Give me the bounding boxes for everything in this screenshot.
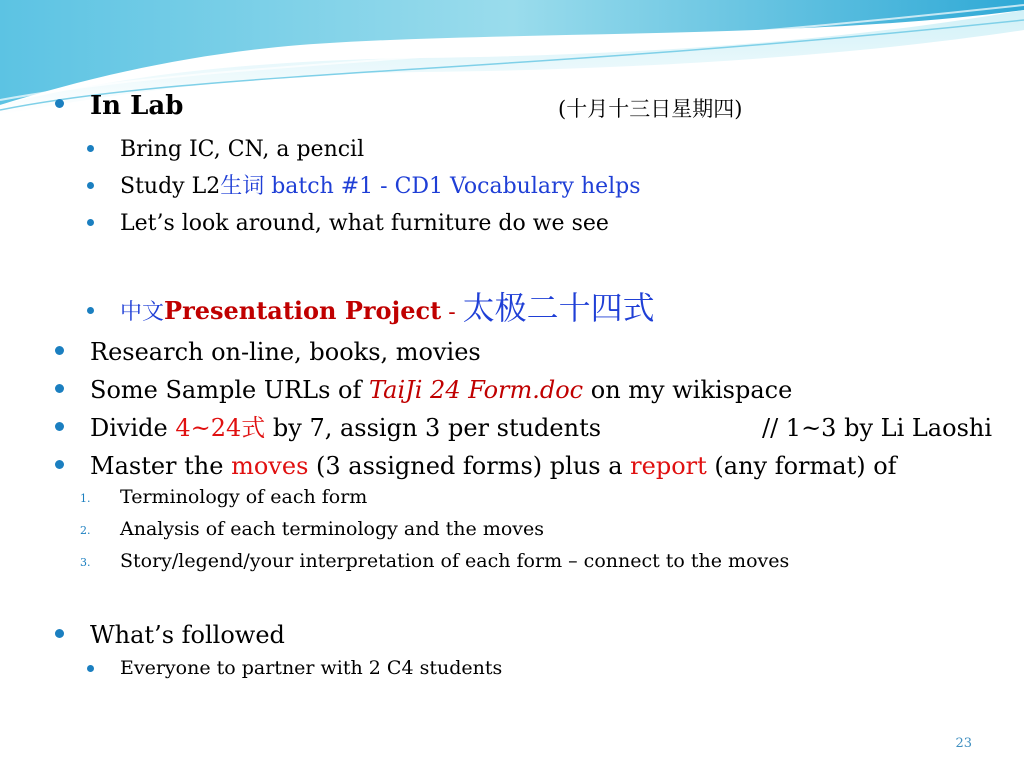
list-item-partner: Everyone to partner with 2 C4 students (120, 659, 502, 678)
bullet-icon (55, 99, 64, 108)
list-item-study: Study L2生词 batch #1 - CD1 Vocabulary helps (120, 176, 641, 198)
divide-note: // 1~3 by Li Laoshi (762, 414, 993, 442)
list-item-presentation: 中文Presentation Project - 太极二十四式 (120, 292, 655, 324)
slide-number: 23 (955, 736, 972, 751)
heading-in-lab: In Lab (90, 93, 183, 119)
list-item-sample-urls: Some Sample URLs of TaiJi 24 Form.doc on my wikispace (90, 378, 792, 402)
bullet-icon (55, 629, 64, 638)
list-item-master: Master the moves (3 assigned forms) plus a report (any format) of (90, 454, 897, 478)
date-label: (十月十三日星期四) (558, 97, 743, 121)
bullet-icon (55, 422, 64, 431)
bullet-icon (87, 182, 94, 189)
bullet-icon (55, 346, 64, 355)
bullet-icon (87, 219, 94, 226)
list-item-look-around: Let’s look around, what furniture do we see (120, 213, 609, 235)
numbered-item-2: 2. Analysis of each terminology and the moves (80, 518, 545, 540)
bullet-icon (87, 307, 94, 314)
list-item-divide: Divide 4~24式 by 7, assign 3 per students (90, 416, 601, 440)
numbered-item-3: 3. Story/legend/your interpretation of each form – connect to the moves (80, 550, 790, 572)
list-item-bring: Bring IC, CN, a pencil (120, 139, 364, 161)
taiji-doc-link[interactable]: TaiJi 24 Form.doc (369, 376, 584, 404)
bullet-icon (87, 665, 94, 672)
numbered-item-1: 1. Terminology of each form (80, 486, 368, 508)
bullet-icon (87, 145, 94, 152)
list-item-followed: What’s followed (90, 623, 285, 647)
list-item-research: Research on-line, books, movies (90, 340, 481, 364)
bullet-icon (55, 384, 64, 393)
bullet-icon (55, 460, 64, 469)
